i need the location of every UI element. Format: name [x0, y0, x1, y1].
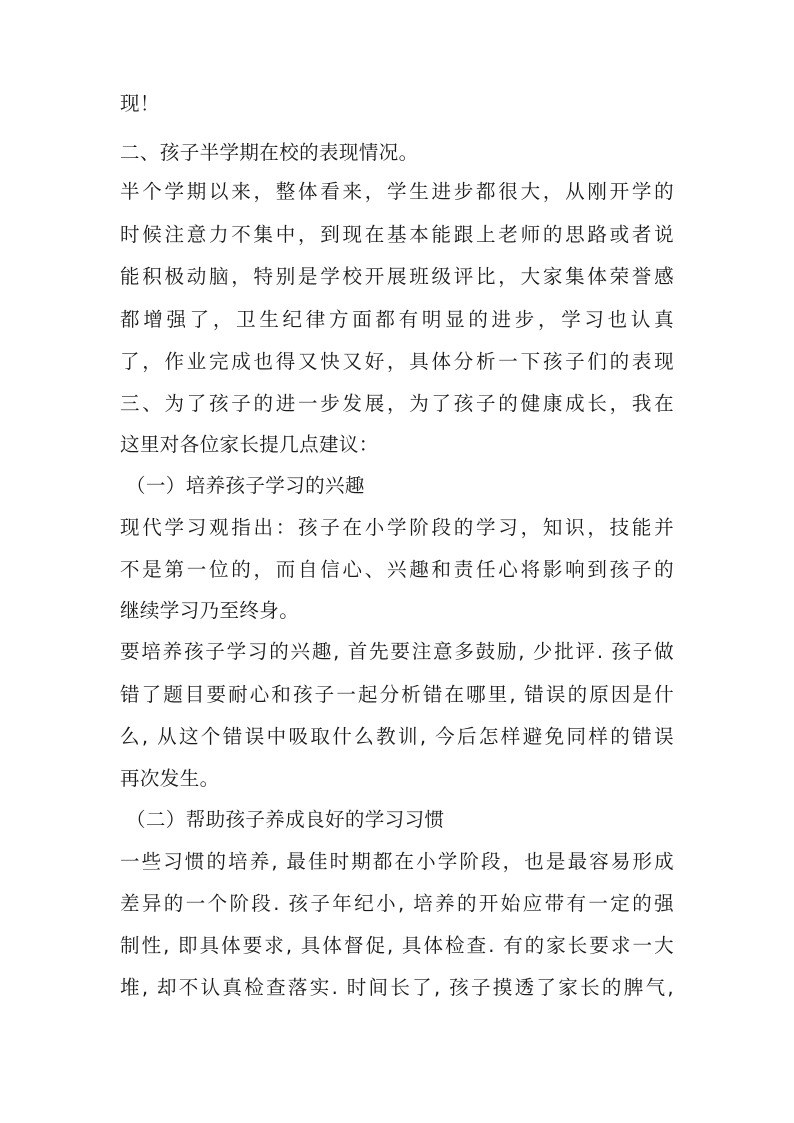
text-line: 都增强了，卫生纪律方面都有明显的进步，学习也认真	[120, 308, 674, 331]
subsection-heading: （一）培养孩子学习的兴趣	[126, 474, 365, 497]
text-line: 不是第一位的，而自信心、兴趣和责任心将影响到孩子的	[120, 558, 674, 581]
text-line: 制性, 即具体要求, 具体督促, 具体检查. 有的家长要求一大	[120, 934, 674, 957]
text-line: 现代学习观指出：孩子在小学阶段的学习，知识，技能并	[120, 516, 674, 539]
text-line: 要培养孩子学习的兴趣, 首先要注意多鼓励, 少批评. 孩子做	[120, 640, 674, 663]
text-line: 堆, 却不认真检查落实. 时间长了, 孩子摸透了家长的脾气,	[120, 976, 674, 999]
text-line: 差异的一个阶段. 孩子年纪小, 培养的开始应带有一定的强	[120, 892, 674, 915]
section-heading: 二、孩子半学期在校的表现情况。	[120, 141, 419, 164]
text-line: 时候注意力不集中，到现在基本能跟上老师的思路或者说	[120, 223, 674, 246]
text-line: 现！	[120, 92, 160, 115]
text-line: 继续学习乃至终身。	[120, 599, 300, 622]
text-line: 么, 从这个错误中吸取什么教训, 今后怎样避免同样的错误	[120, 725, 674, 748]
subsection-heading: （二）帮助孩子养成良好的学习习惯	[126, 808, 445, 831]
text-line: 能积极动脑，特别是学校开展班级评比，大家集体荣誉感	[120, 265, 674, 288]
text-line: 再次发生。	[120, 767, 220, 790]
text-line: 半个学期以来，整体看来，学生进步都很大，从刚开学的	[120, 180, 674, 203]
section-heading: 三、为了孩子的进一步发展，为了孩子的健康成长，我在	[120, 392, 674, 415]
text-line: 这里对各位家长提几点建议：	[120, 433, 379, 456]
text-line: 错了题目要耐心和孩子一起分析错在哪里, 错误的原因是什	[120, 683, 674, 706]
text-line: 一些习惯的培养, 最佳时期都在小学阶段，也是最容易形成	[120, 850, 674, 873]
text-line: 了，作业完成也得又快又好，具体分析一下孩子们的表现	[120, 350, 674, 373]
